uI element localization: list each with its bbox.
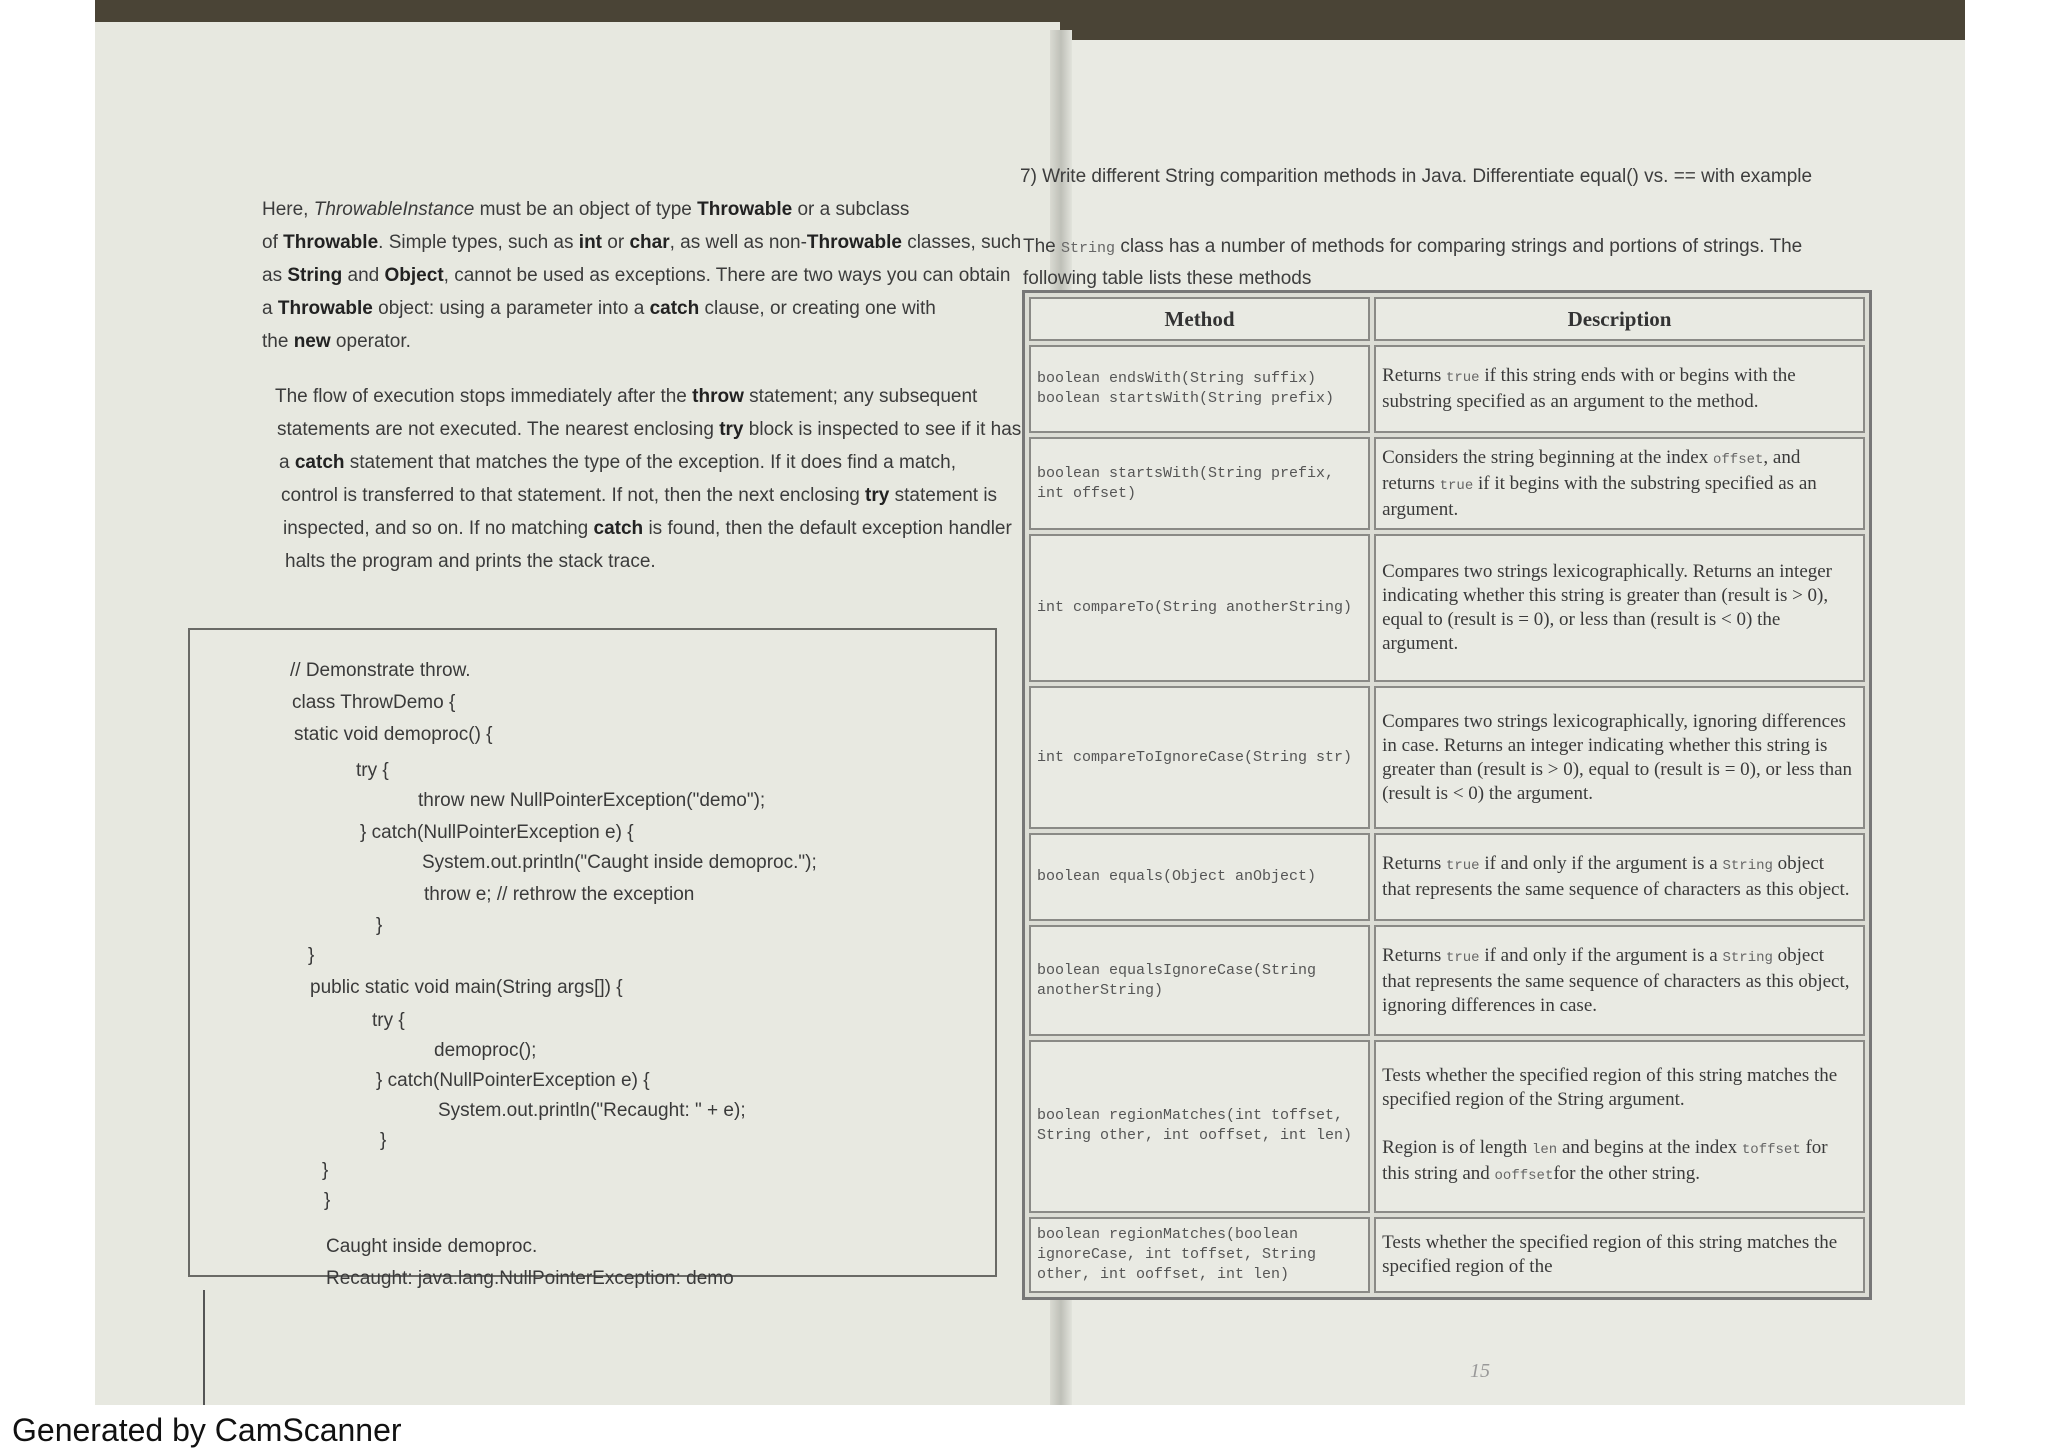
code-line: public static void main(String args[]) { [310, 977, 623, 998]
question-intro: The String class has a number of methods for comparing strings and portions of strings. The following table lists these methods [1023, 236, 1803, 289]
code-line: } [380, 1130, 387, 1151]
text-line: as String and Object, cannot be used as exceptions. There are two ways you can obtain [262, 265, 1011, 286]
text-line: the new operator. [262, 331, 411, 352]
text-line: a Throwable object: using a parameter into a catch clause, or creating one with [262, 298, 936, 319]
method-signature: boolean regionMatches(boolean ignoreCase, int toffset, String other, int ooffset, int len) [1029, 1217, 1370, 1293]
method-description: Tests whether the specified region of this string matches the specified region of the [1374, 1217, 1865, 1293]
paragraph-throwable [262, 193, 1062, 358]
code-line: static void demoproc() { [294, 724, 493, 745]
code-line: System.out.println("Recaught: " + e); [438, 1100, 746, 1121]
method-description: Tests whether the specified region of this string matches the specified region of the String argument. Region is of length len and begins at the index toffset for this string and ooffsetfor the other string. [1374, 1040, 1865, 1213]
code-line: throw new NullPointerException("demo"); [418, 790, 766, 811]
method-signature: boolean equals(Object anObject) [1029, 833, 1370, 921]
page-number: 15 [1470, 1360, 1490, 1382]
method-description: Returns true if and only if the argument is a String object that represents the same sequence of characters as this object, ignoring differences in case. [1374, 925, 1865, 1035]
code-line: } [322, 1160, 329, 1181]
table-row [1029, 1217, 1865, 1293]
header-description: Description [1374, 297, 1865, 341]
text-line: a catch statement that matches the type of the exception. If it does find a match, [279, 452, 957, 473]
method-signature: boolean startsWith(String prefix, int offset) [1029, 437, 1370, 529]
method-signature: boolean regionMatches(int toffset, String other, int ooffset, int len) [1029, 1040, 1370, 1213]
text-line: Here, ThrowableInstance must be an object of type Throwable or a subclass [262, 199, 910, 220]
method-description: Compares two strings lexicographically, ignoring differences in case. Returns an integer indicating whether this string is greater than (result is > 0), equal to (result is = 0), or less than (result is < 0) the argument. [1374, 686, 1865, 829]
code-line: try { [372, 1010, 405, 1031]
text-line: statements are not executed. The nearest enclosing try block is inspected to see if it has [277, 419, 1022, 440]
text-line: control is transferred to that statement. If not, then the next enclosing try statement is [281, 485, 998, 506]
table-row [1029, 1040, 1865, 1213]
method-description: Returns true if and only if the argument is a String object that represents the same sequence of characters as this object. [1374, 833, 1865, 921]
method-description: Returns true if this string ends with or begins with the substring specified as an argument to the method. [1374, 345, 1865, 433]
table-row [1029, 345, 1865, 433]
question-heading: 7) Write different String comparition methods in Java. Differentiate equal() vs. == with example [1020, 166, 1813, 187]
page-edge-shadow [203, 1290, 205, 1405]
program-output-line: Recaught: java.lang.NullPointerException: demo [326, 1268, 734, 1289]
code-line: } [376, 915, 383, 936]
method-description: Considers the string beginning at the index offset, and returns true if it begins with the substring specified as an argument. [1374, 437, 1865, 529]
code-line: demoproc(); [434, 1040, 537, 1061]
text-line: inspected, and so on. If no matching catch is found, then the default exception handler [283, 518, 1012, 539]
code-line: } [324, 1190, 331, 1211]
method-signature: int compareTo(String anotherString) [1029, 534, 1370, 683]
code-line: } catch(NullPointerException e) { [360, 822, 634, 843]
code-line: // Demonstrate throw. [290, 660, 471, 681]
text-line: halts the program and prints the stack trace. [285, 551, 656, 572]
table-row [1029, 437, 1865, 529]
code-line: System.out.println("Caught inside demoproc."); [422, 852, 817, 873]
table-row [1029, 686, 1865, 829]
table-row [1029, 925, 1865, 1035]
code-line: } catch(NullPointerException e) { [376, 1070, 650, 1091]
code-line: throw e; // rethrow the exception [424, 884, 695, 905]
method-signature: int compareToIgnoreCase(String str) [1029, 686, 1370, 829]
table-row [1029, 534, 1865, 683]
header-method: Method [1029, 297, 1370, 341]
code-line: class ThrowDemo { [292, 692, 456, 713]
text-line: The flow of execution stops immediately after the throw statement; any subsequent [275, 386, 978, 407]
method-description: Compares two strings lexicographically. Returns an integer indicating whether this string is greater than (result is > 0), equal to (result is = 0), or less than (result is < 0) the argument. [1374, 534, 1865, 683]
paragraph-execution-flow [275, 380, 1075, 578]
method-signature: boolean endsWith(String suffix) boolean startsWith(String prefix) [1029, 345, 1370, 433]
table-row [1029, 833, 1865, 921]
program-output-line: Caught inside demoproc. [326, 1236, 538, 1257]
code-line: try { [356, 760, 389, 781]
camscanner-footer: Generated by CamScanner [12, 1412, 402, 1448]
method-signature: boolean equalsIgnoreCase(String anotherString) [1029, 925, 1370, 1035]
string-methods-table [1022, 290, 1872, 1300]
text-line: of Throwable. Simple types, such as int or char, as well as non-Throwable classes, such [262, 232, 1022, 253]
code-line: } [308, 945, 315, 966]
